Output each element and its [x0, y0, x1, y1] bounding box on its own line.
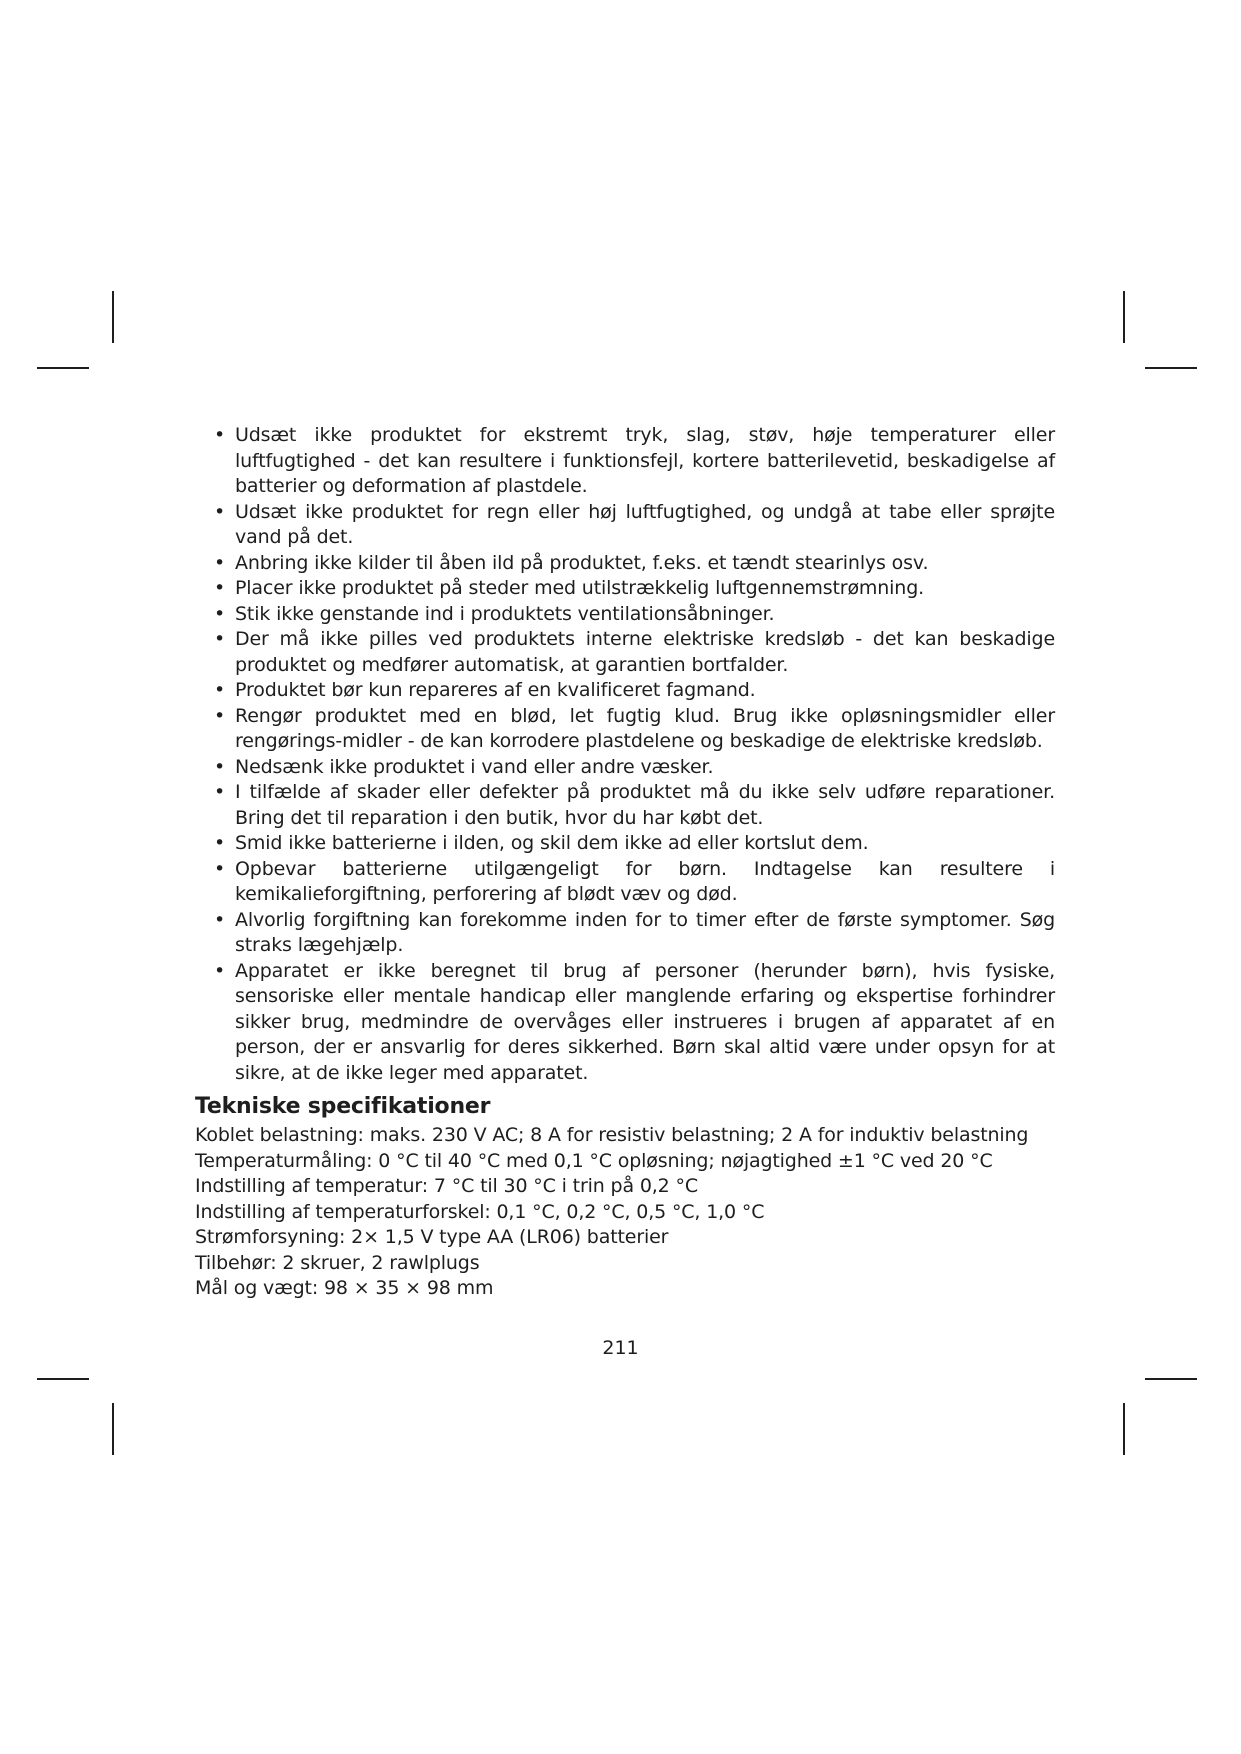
crop-mark-top-left-horizontal — [37, 367, 89, 369]
bullet-icon: • — [214, 679, 226, 701]
list-item: • Nedsænk ikke produktet i vand eller andre væsker. — [195, 755, 1055, 781]
bullet-icon: • — [214, 959, 226, 982]
spec-line: Strømforsyning: 2× 1,5 V type AA (LR06) batterier — [195, 1226, 669, 1248]
list-item: • Placer ikke produktet på steder med utilstrækkelig luftgennemstrømning. — [195, 576, 1055, 602]
list-item: • Udsæt ikke produktet for regn eller høj luftfugtighed, og undgå at tabe eller sprøjte vand på det. — [214, 500, 1055, 548]
crop-mark-bottom-left-horizontal — [37, 1378, 89, 1380]
bullet-icon: • — [214, 908, 226, 931]
spec-line: Indstilling af temperatur: 7 °C til 30 °C i trin på 0,2 °C — [195, 1175, 698, 1197]
crop-mark-bottom-right-horizontal — [1145, 1378, 1197, 1380]
list-item: • Produktet bør kun repareres af en kvalificeret fagmand. — [195, 678, 1055, 704]
bullet-icon: • — [214, 551, 226, 574]
page-content — [195, 423, 1055, 1302]
spec-line: Tilbehør: 2 skruer, 2 rawlplugs — [195, 1251, 480, 1274]
bullet-icon: • — [214, 832, 226, 854]
list-item: • Anbring ikke kilder til åben ild på produktet, f.eks. et tændt stearinlys osv. — [195, 551, 1055, 577]
page-number: 211 — [602, 1337, 639, 1359]
section-heading: Tekniske specifikationer — [195, 1094, 491, 1119]
bullet-icon: • — [214, 628, 226, 650]
bullet-icon: • — [214, 781, 226, 803]
list-item: • Udsæt ikke produktet for ekstremt tryk, slag, støv, høje temperaturer eller luftfugtighed - det kan resultere i funktionsfejl, kortere batterilevetid, beskadigelse af batterier og deformation af plastdele. — [214, 424, 1055, 497]
spec-line: Koblet belastning: maks. 230 V AC; 8 A for resistiv belastning; 2 A for induktiv belastning — [195, 1124, 1029, 1146]
list-item: • Apparatet er ikke beregnet til brug af personer (herunder børn), hvis fysiske, sensoriske eller mentale handicap eller manglende erfaring og ekspertise forhindrer sikker brug, medmindre de overvåges eller instrueres i brugen af apparatet af en person, der er ansvarlig for deres sikkerhed. Børn skal altid være under opsyn for at sikre, at de ikke leger med apparatet. — [214, 959, 1055, 1084]
list-item: • Der må ikke pilles ved produktets interne elektriske kredsløb - det kan beskadige produktet og medfører automatisk, at garantien bortfalder. — [214, 628, 1055, 676]
bullet-icon: • — [214, 704, 226, 727]
list-item: • Rengør produktet med en blød, let fugtig klud. Brug ikke opløsningsmidler eller rengørings-midler - de kan korrodere plastdelene og beskadige de elektriske kredsløb. — [214, 704, 1055, 752]
bullet-icon: • — [214, 577, 226, 599]
list-item: • Stik ikke genstande ind i produktets ventilationsåbninger. — [195, 602, 1055, 628]
crop-mark-top-right-horizontal — [1145, 367, 1197, 369]
bullet-icon: • — [214, 602, 226, 625]
list-item: • Opbevar batterierne utilgængeligt for børn. Indtagelse kan resultere i kemikalieforgiftning, perforering af blødt væv og død. — [214, 857, 1055, 905]
spec-line: Mål og vægt: 98 × 35 × 98 mm — [195, 1277, 494, 1299]
safety-notes-list — [195, 423, 1055, 1086]
list-item: • Alvorlig forgiftning kan forekomme inden for to timer efter de første symptomer. Søg straks lægehjælp. — [214, 908, 1055, 956]
list-item: • I tilfælde af skader eller defekter på produktet må du ikke selv udføre reparationer. Bring det til reparation i den butik, hvor du har købt det. — [214, 781, 1055, 829]
list-item: • Smid ikke batterierne i ilden, og skil dem ikke ad eller kortslut dem. — [195, 831, 1055, 857]
crop-mark-top-right-vertical — [1123, 291, 1125, 343]
crop-mark-bottom-right-vertical — [1123, 1403, 1125, 1455]
bullet-icon: • — [214, 500, 226, 523]
bullet-icon: • — [214, 424, 226, 446]
bullet-icon: • — [214, 755, 226, 778]
bullet-icon: • — [214, 857, 226, 880]
crop-mark-bottom-left-vertical — [112, 1403, 114, 1455]
spec-line: Temperaturmåling: 0 °C til 40 °C med 0,1 °C opløsning; nøjagtighed ±1 °C ved 20 °C — [195, 1149, 993, 1172]
crop-mark-top-left-vertical — [112, 291, 114, 343]
spec-line: Indstilling af temperaturforskel: 0,1 °C, 0,2 °C, 0,5 °C, 1,0 °C — [195, 1200, 765, 1223]
